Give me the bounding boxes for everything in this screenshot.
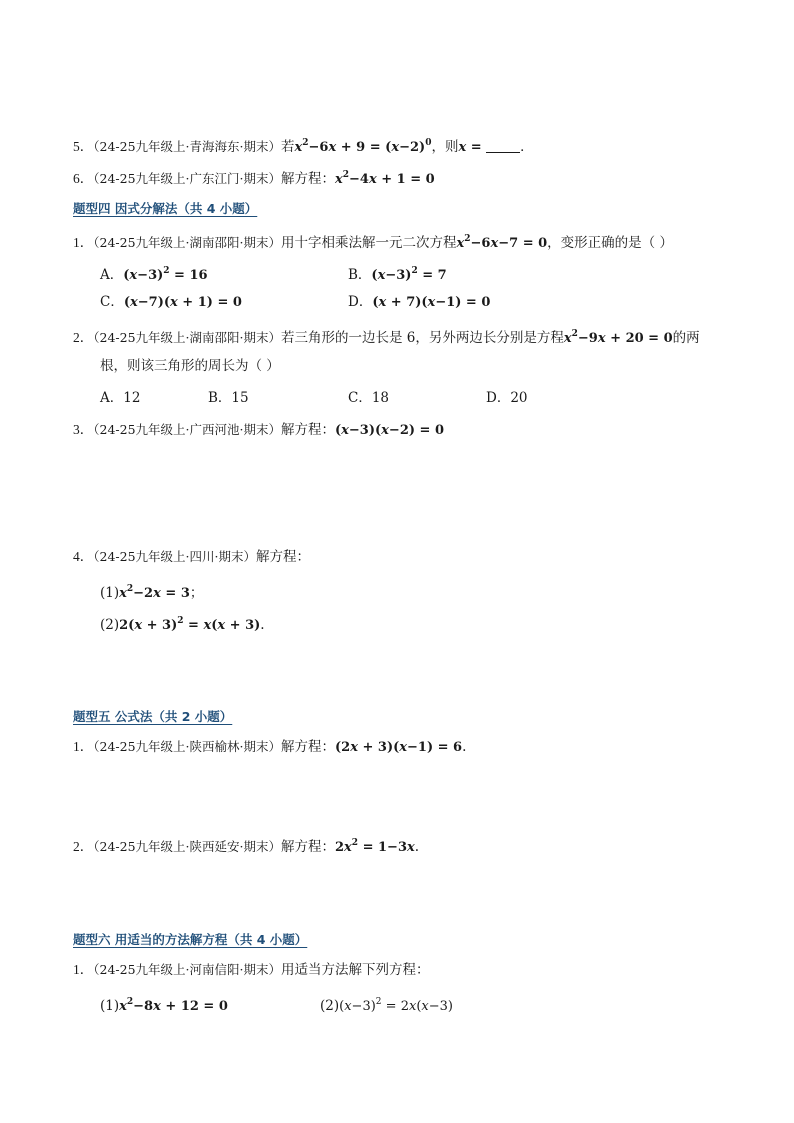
part-label: (2) [100,617,120,633]
s4-question-4-part-2 [100,612,265,635]
question-6 [73,166,435,189]
question-5 [73,134,534,157]
question-text: 用十字相乘法解一元二次方程 [280,235,457,251]
option-c: C．18 [348,390,390,406]
question-source: （24-25九年级上·陕西榆林·期末） [93,739,281,754]
part-label: (2) [320,998,340,1014]
s4-question-1 [73,230,673,253]
question-text: 用适当方法解下列方程： [280,962,430,978]
equation: $x^2-2x = 3$ [119,584,190,601]
question-text: 解方程： [280,171,335,187]
equation: $x^2-9x + 20 = 0$ [563,329,673,346]
s4-question-3 [73,421,444,440]
question-source: （24-25九年级上·河南信阳·期末） [93,962,281,977]
equation: $x^2-8x + 12 = 0$ [119,997,228,1014]
s4-question-4 [73,548,310,566]
question-text: 解方程： [255,549,310,565]
question-text: 解方程： [280,422,335,438]
equation: $2x^2 = 1-3x$ [334,838,415,855]
section-heading-4: 题型四 因式分解法（共 4 小题） [73,201,258,216]
option-label: C． [100,294,124,310]
question-source: （24-25九年级上·广西河池·期末） [93,422,281,437]
s5-question-2 [73,834,419,857]
s4-question-4-part-1 [100,580,203,603]
equation: $2(x + 3)^2 = x(x + 3)$ [119,616,261,633]
equation: $(x-3)^2 = 7$ [371,266,447,283]
s4-question-2 [73,325,700,348]
equation: (x−7)(x + 1) = 0 [123,295,242,310]
section-heading-6: 题型六 用适当的方法解方程（共 4 小题） [73,932,308,947]
question-text: 解方程： [280,839,335,855]
option-a: A．12 [100,390,141,406]
option-a [100,262,208,285]
section-heading-5: 题型五 公式法（共 2 小题） [73,709,233,724]
part-label: (1) [100,585,120,601]
question-source: （24-25九年级上·四川·期末） [93,549,256,564]
question-number: 4． [73,549,94,564]
option-d [348,293,490,312]
question-number: 2． [73,839,94,854]
s5-question-1 [73,738,466,757]
question-source: （24-25九年级上·陕西延安·期末） [93,839,281,854]
s6-question-1 [73,961,429,979]
question-text: 解方程： [280,739,335,755]
question-number: 5． [73,139,94,154]
question-number: 3． [73,422,94,437]
option-label: B． [348,267,372,283]
s6-question-1-part-2 [320,993,453,1016]
option-b [348,262,447,285]
question-number: 1． [73,235,94,250]
question-number: 1． [73,962,94,977]
option-label: D． [348,294,373,310]
equation: $(x-3)^2 = 2x(x-3)$ [339,997,453,1014]
equation: $x^2-6x + 9 = (x-2)^0$ [294,138,432,155]
question-number: 6． [73,171,94,186]
question-source: （24-25九年级上·青海海东·期末） [93,139,281,154]
equation: (x + 7)(x−1) = 0 [372,295,491,310]
question-text: 的两 [672,330,700,346]
question-source: （24-25九年级上·广东江门·期末） [93,171,281,186]
question-end: . [462,739,467,755]
s4-question-2-line2: 根，则该三角形的周长为（ ） [100,358,280,374]
question-source: （24-25九年级上·湖南邵阳·期末） [93,330,281,345]
part-end: . [260,617,265,633]
question-end: . [414,839,420,855]
equation: x = [458,140,487,155]
option-label: A． [100,267,124,283]
s6-question-1-part-1 [100,993,228,1016]
equation: (x−3)(x−2) = 0 [334,423,445,438]
question-source: （24-25九年级上·湖南邵阳·期末） [93,235,281,250]
question-text: ，则 [431,139,459,155]
answer-blank [486,140,520,153]
option-c [100,293,242,312]
question-number: 2． [73,330,94,345]
equation: (2x + 3)(x−1) = 6 [334,740,463,755]
question-text: ，变形正确的是（ ） [547,235,673,251]
question-text: 若 [280,139,295,155]
question-number: 1． [73,739,94,754]
equation: $(x-3)^2 = 16$ [123,266,208,283]
part-label: (1) [100,998,120,1014]
question-text: 若三角形的一边长是 6，另外两边长分别是方程 [280,330,564,346]
option-b: B．15 [208,390,249,406]
question-text: ． [520,139,534,155]
option-d: D．20 [486,390,528,406]
equation: $x^2-4x + 1 = 0$ [334,170,435,187]
part-end: ； [189,585,204,601]
equation: $x^2-6x-7 = 0$ [456,234,548,251]
